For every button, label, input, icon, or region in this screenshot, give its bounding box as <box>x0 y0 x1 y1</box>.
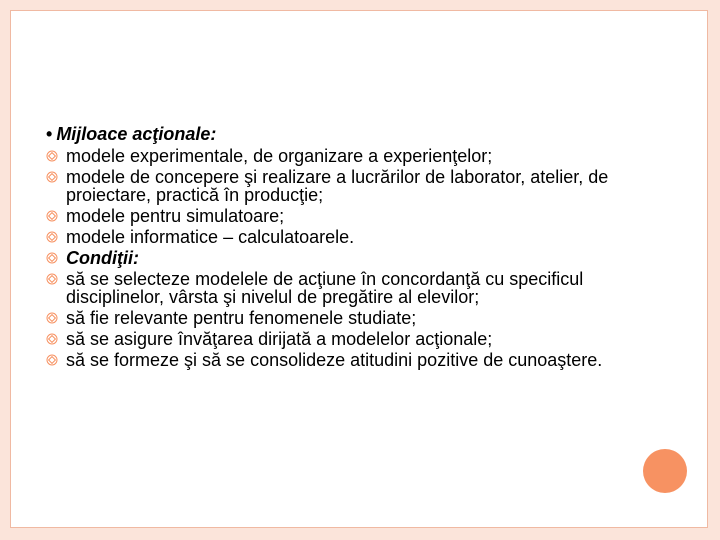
heading-text: Mijloace acţionale: <box>56 124 217 144</box>
section-heading <box>46 125 666 147</box>
slide-content <box>46 125 666 372</box>
diamond-outline-icon <box>46 333 58 345</box>
list-item <box>46 249 666 267</box>
list-item <box>46 351 666 369</box>
list-item-text: modele pentru simulatoare; <box>66 206 285 226</box>
heading-bullet: • <box>46 124 53 144</box>
list-item-text: să se selecteze modelele de acţiune în concordanţă cu specificul disciplinelor, vârsta şi nivelul de pregătire al elevilor; <box>66 269 584 307</box>
diamond-outline-icon <box>46 231 58 243</box>
diamond-outline-icon <box>46 354 58 366</box>
list-item-text: modele experimentale, de organizare a experienţelor; <box>66 146 493 166</box>
list-item <box>46 207 666 225</box>
list-item <box>46 309 666 327</box>
list-item <box>46 228 666 246</box>
list-item-text: modele informatice – calculatoarele. <box>66 227 355 247</box>
diamond-outline-icon <box>46 273 58 285</box>
bullet-list <box>46 147 666 369</box>
list-item <box>46 270 666 306</box>
list-item-text: să se formeze şi să se consolideze atitudini pozitive de cunoaştere. <box>66 350 603 370</box>
list-item <box>46 168 666 204</box>
list-item-text: să se asigure învăţarea dirijată a modelelor acţionale; <box>66 329 493 349</box>
list-item <box>46 147 666 165</box>
accent-circle <box>643 449 687 493</box>
list-item <box>46 330 666 348</box>
list-item-text: să fie relevante pentru fenomenele studiate; <box>66 308 417 328</box>
list-item-text: Condiţii: <box>66 248 139 268</box>
diamond-outline-icon <box>46 210 58 222</box>
diamond-outline-icon <box>46 150 58 162</box>
list-item-text: modele de concepere şi realizare a lucrărilor de laborator, atelier, de proiectare, practică în producţie; <box>66 167 609 205</box>
diamond-outline-icon <box>46 171 58 183</box>
diamond-outline-icon <box>46 252 58 264</box>
diamond-outline-icon <box>46 312 58 324</box>
